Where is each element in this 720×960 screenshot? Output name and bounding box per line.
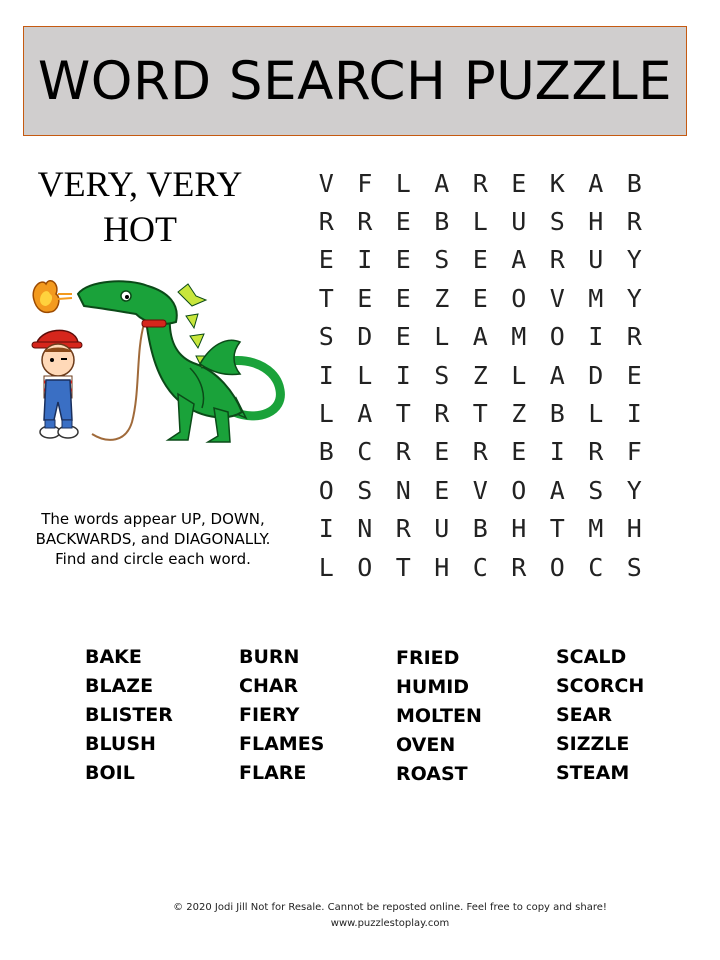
instructions [18, 509, 288, 569]
grid-letter[interactable]: Y [626, 245, 642, 275]
grid-letter[interactable]: E [626, 360, 642, 390]
word-item: BAKE [85, 646, 142, 668]
grid-letter[interactable]: A [472, 322, 488, 352]
grid-letter[interactable]: R [395, 514, 411, 544]
website-link[interactable]: www.puzzlestoplay.com [330, 918, 450, 929]
grid-letter[interactable]: Z [434, 283, 450, 313]
word-item: SEAR [556, 704, 612, 726]
grid-letter[interactable]: C [588, 552, 604, 582]
grid-letter[interactable]: K [549, 168, 565, 198]
instructions-line-2: BACKWARDS, and DIAGONALLY. [35, 530, 271, 548]
word-item: BOIL [85, 762, 135, 784]
grid-letter[interactable]: I [395, 360, 411, 390]
grid-letter[interactable]: M [588, 514, 604, 544]
grid-letter[interactable]: T [395, 399, 411, 429]
grid-letter[interactable]: O [511, 475, 527, 505]
word-item: FIERY [239, 704, 300, 726]
grid-letter[interactable]: V [472, 475, 488, 505]
grid-letter[interactable]: E [318, 245, 334, 275]
word-item: MOLTEN [396, 705, 482, 727]
grid-row [307, 510, 654, 548]
grid-letter[interactable]: D [357, 322, 373, 352]
grid-letter[interactable]: I [588, 322, 604, 352]
grid-letter[interactable]: L [357, 360, 373, 390]
grid-letter[interactable]: A [549, 475, 565, 505]
grid-letter[interactable]: L [318, 552, 334, 582]
grid-letter[interactable]: E [434, 437, 450, 467]
grid-letter[interactable]: A [549, 360, 565, 390]
letter-grid [307, 164, 654, 586]
grid-letter[interactable]: S [549, 207, 565, 237]
grid-letter[interactable]: R [511, 552, 527, 582]
grid-letter[interactable]: R [395, 437, 411, 467]
title-banner [23, 26, 687, 136]
grid-letter[interactable]: B [549, 399, 565, 429]
grid-letter[interactable]: S [588, 475, 604, 505]
grid-letter[interactable]: A [511, 245, 527, 275]
grid-letter[interactable]: L [588, 399, 604, 429]
word-item: HUMID [396, 676, 470, 698]
grid-letter[interactable]: Z [472, 360, 488, 390]
footer [140, 900, 640, 932]
grid-letter[interactable]: E [395, 245, 411, 275]
grid-letter[interactable]: S [434, 360, 450, 390]
grid-letter[interactable]: R [549, 245, 565, 275]
grid-letter[interactable]: R [626, 207, 642, 237]
grid-row [307, 164, 654, 202]
grid-letter[interactable]: I [318, 360, 334, 390]
grid-row [307, 279, 654, 317]
grid-letter[interactable]: E [511, 437, 527, 467]
grid-letter[interactable]: E [511, 168, 527, 198]
word-list-column-1 [85, 643, 173, 788]
grid-letter[interactable]: M [511, 322, 527, 352]
grid-letter[interactable]: B [472, 514, 488, 544]
boy-icon [32, 330, 82, 438]
grid-letter[interactable]: B [318, 437, 334, 467]
grid-row [307, 356, 654, 394]
word-item: CHAR [239, 675, 299, 697]
word-list-column-3 [396, 644, 482, 789]
word-item: OVEN [396, 734, 456, 756]
word-item: STEAM [556, 762, 630, 784]
grid-letter[interactable]: T [318, 283, 334, 313]
grid-letter[interactable]: E [395, 283, 411, 313]
grid-letter[interactable]: L [318, 399, 334, 429]
grid-letter[interactable]: C [472, 552, 488, 582]
grid-letter[interactable]: E [395, 322, 411, 352]
grid-letter[interactable]: L [434, 322, 450, 352]
grid-letter[interactable]: R [472, 437, 488, 467]
grid-letter[interactable]: R [434, 399, 450, 429]
grid-letter[interactable]: E [472, 245, 488, 275]
grid-letter[interactable]: I [357, 245, 373, 275]
grid-letter[interactable]: M [588, 283, 604, 313]
grid-letter[interactable]: O [549, 322, 565, 352]
grid-letter[interactable]: H [511, 514, 527, 544]
grid-letter[interactable]: C [357, 437, 373, 467]
grid-letter[interactable]: U [434, 514, 450, 544]
grid-letter[interactable]: S [318, 322, 334, 352]
grid-letter[interactable]: S [626, 552, 642, 582]
grid-letter[interactable]: U [588, 245, 604, 275]
page-title: WORD SEARCH PUZZLE [37, 50, 673, 112]
grid-letter[interactable]: Y [626, 283, 642, 313]
grid-row [307, 318, 654, 356]
word-item: ROAST [396, 763, 468, 785]
grid-letter[interactable]: E [357, 283, 373, 313]
puzzle-subtitle [20, 162, 260, 252]
grid-letter[interactable]: I [549, 437, 565, 467]
grid-letter[interactable]: B [434, 207, 450, 237]
grid-letter[interactable]: O [318, 475, 334, 505]
grid-letter[interactable]: A [434, 168, 450, 198]
subtitle-line-1: VERY, VERY [37, 164, 243, 204]
grid-letter[interactable]: O [549, 552, 565, 582]
grid-row [307, 394, 654, 432]
dragon-illustration [28, 272, 298, 462]
grid-letter[interactable]: O [511, 283, 527, 313]
grid-letter[interactable]: H [588, 207, 604, 237]
grid-letter[interactable]: S [434, 245, 450, 275]
word-item: BLAZE [85, 675, 154, 697]
word-item: SIZZLE [556, 733, 630, 755]
grid-letter[interactable]: O [357, 552, 373, 582]
grid-letter[interactable]: B [626, 168, 642, 198]
grid-letter[interactable]: L [511, 360, 527, 390]
grid-letter[interactable]: E [395, 207, 411, 237]
grid-letter[interactable]: T [549, 514, 565, 544]
grid-letter[interactable]: Z [511, 399, 527, 429]
grid-letter[interactable]: R [626, 322, 642, 352]
grid-letter[interactable]: N [395, 475, 411, 505]
grid-letter[interactable]: U [511, 207, 527, 237]
word-item: SCALD [556, 646, 627, 668]
copyright-text: © 2020 Jodi Jill Not for Resale. Cannot be reposted online. Feel free to copy and share! [173, 902, 607, 913]
grid-letter[interactable]: R [318, 207, 334, 237]
grid-letter[interactable]: V [318, 168, 334, 198]
word-item: BLUSH [85, 733, 156, 755]
word-item: BURN [239, 646, 300, 668]
word-item: SCORCH [556, 675, 645, 697]
grid-letter[interactable]: I [318, 514, 334, 544]
grid-letter[interactable]: S [357, 475, 373, 505]
grid-letter[interactable]: A [588, 168, 604, 198]
grid-letter[interactable]: H [434, 552, 450, 582]
grid-letter[interactable]: D [588, 360, 604, 390]
subtitle-line-2: HOT [103, 209, 177, 249]
grid-row [307, 433, 654, 471]
grid-row [307, 548, 654, 586]
word-item: FLAMES [239, 733, 325, 755]
grid-letter[interactable]: L [472, 207, 488, 237]
grid-letter[interactable]: T [472, 399, 488, 429]
grid-row [307, 241, 654, 279]
dragon-icon [78, 281, 280, 442]
leash-icon [92, 324, 144, 440]
grid-letter[interactable]: R [472, 168, 488, 198]
grid-row [307, 471, 654, 509]
grid-letter[interactable]: T [395, 552, 411, 582]
grid-letter[interactable]: H [626, 514, 642, 544]
grid-letter[interactable]: R [357, 207, 373, 237]
word-item: FRIED [396, 647, 460, 669]
grid-letter[interactable]: F [626, 437, 642, 467]
grid-letter[interactable]: N [357, 514, 373, 544]
grid-letter[interactable]: L [395, 168, 411, 198]
grid-letter[interactable]: F [357, 168, 373, 198]
grid-row [307, 202, 654, 240]
grid-letter[interactable]: R [588, 437, 604, 467]
word-item: BLISTER [85, 704, 173, 726]
grid-letter[interactable]: E [434, 475, 450, 505]
word-list-column-2 [239, 643, 324, 788]
grid-letter[interactable]: A [357, 399, 373, 429]
grid-letter[interactable]: V [549, 283, 565, 313]
instructions-line-3: Find and circle each word. [55, 550, 251, 568]
word-item: FLARE [239, 762, 307, 784]
grid-letter[interactable]: I [626, 399, 642, 429]
instructions-line-1: The words appear UP, DOWN, [41, 510, 265, 528]
fire-icon [33, 281, 72, 313]
grid-letter[interactable]: E [472, 283, 488, 313]
word-list-column-4 [556, 643, 644, 788]
grid-letter[interactable]: Y [626, 475, 642, 505]
